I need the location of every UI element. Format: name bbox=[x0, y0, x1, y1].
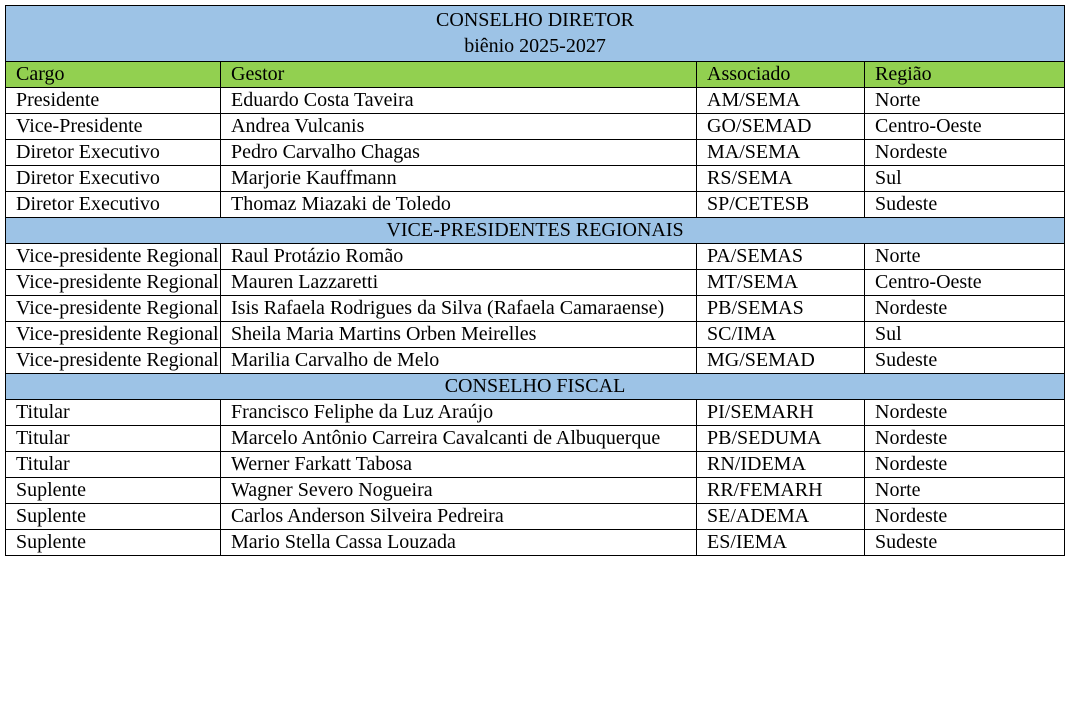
cell-gestor: Pedro Carvalho Chagas bbox=[221, 140, 697, 166]
cell-associado: RN/IDEMA bbox=[697, 452, 865, 478]
cell-associado: ES/IEMA bbox=[697, 530, 865, 556]
title-cell bbox=[6, 6, 1065, 62]
column-header-row bbox=[6, 62, 1065, 88]
cell-cargo: Titular bbox=[6, 426, 221, 452]
table-row bbox=[6, 244, 1065, 270]
cell-associado: SP/CETESB bbox=[697, 192, 865, 218]
table-row bbox=[6, 322, 1065, 348]
cell-associado: PB/SEMAS bbox=[697, 296, 865, 322]
cell-gestor: Thomaz Miazaki de Toledo bbox=[221, 192, 697, 218]
section-fiscal-row bbox=[6, 374, 1065, 400]
cell-gestor: Wagner Severo Nogueira bbox=[221, 478, 697, 504]
cell-associado: AM/SEMA bbox=[697, 88, 865, 114]
cell-regiao: Nordeste bbox=[865, 296, 1065, 322]
cell-gestor: Mario Stella Cassa Louzada bbox=[221, 530, 697, 556]
cell-cargo: Presidente bbox=[6, 88, 221, 114]
cell-associado: PA/SEMAS bbox=[697, 244, 865, 270]
cell-regiao: Centro-Oeste bbox=[865, 114, 1065, 140]
cell-associado: SC/IMA bbox=[697, 322, 865, 348]
table-row bbox=[6, 530, 1065, 556]
table-row bbox=[6, 296, 1065, 322]
section-regionais-row bbox=[6, 218, 1065, 244]
table-row bbox=[6, 88, 1065, 114]
column-header-gestor: Gestor bbox=[221, 62, 697, 88]
cell-gestor: Marilia Carvalho de Melo bbox=[221, 348, 697, 374]
cell-regiao: Norte bbox=[865, 88, 1065, 114]
cell-cargo: Diretor Executivo bbox=[6, 166, 221, 192]
cell-cargo: Vice-presidente Regional bbox=[6, 296, 221, 322]
cell-associado: MG/SEMAD bbox=[697, 348, 865, 374]
cell-associado: RS/SEMA bbox=[697, 166, 865, 192]
cell-gestor: Isis Rafaela Rodrigues da Silva (Rafaela Camaraense) bbox=[221, 296, 697, 322]
cell-cargo: Suplente bbox=[6, 504, 221, 530]
cell-regiao: Sudeste bbox=[865, 348, 1065, 374]
cell-regiao: Sudeste bbox=[865, 192, 1065, 218]
table-row bbox=[6, 166, 1065, 192]
cell-regiao: Norte bbox=[865, 244, 1065, 270]
table-row bbox=[6, 192, 1065, 218]
section-regionais-heading: VICE-PRESIDENTES REGIONAIS bbox=[6, 218, 1065, 244]
cell-associado: MT/SEMA bbox=[697, 270, 865, 296]
cell-regiao: Nordeste bbox=[865, 400, 1065, 426]
cell-gestor: Francisco Feliphe da Luz Araújo bbox=[221, 400, 697, 426]
cell-gestor: Raul Protázio Romão bbox=[221, 244, 697, 270]
table-row bbox=[6, 400, 1065, 426]
cell-regiao: Norte bbox=[865, 478, 1065, 504]
cell-cargo: Vice-presidente Regional bbox=[6, 348, 221, 374]
cell-regiao: Centro-Oeste bbox=[865, 270, 1065, 296]
cell-cargo: Vice-presidente Regional bbox=[6, 270, 221, 296]
cell-regiao: Sul bbox=[865, 166, 1065, 192]
cell-cargo: Vice-presidente Regional bbox=[6, 322, 221, 348]
cell-cargo: Titular bbox=[6, 400, 221, 426]
cell-associado: SE/ADEMA bbox=[697, 504, 865, 530]
cell-cargo: Diretor Executivo bbox=[6, 192, 221, 218]
table-row bbox=[6, 114, 1065, 140]
table-row bbox=[6, 478, 1065, 504]
column-header-cargo: Cargo bbox=[6, 62, 221, 88]
column-header-regiao: Região bbox=[865, 62, 1065, 88]
cell-gestor: Andrea Vulcanis bbox=[221, 114, 697, 140]
cell-cargo: Suplente bbox=[6, 478, 221, 504]
cell-associado: MA/SEMA bbox=[697, 140, 865, 166]
cell-regiao: Sudeste bbox=[865, 530, 1065, 556]
cell-associado: PI/SEMARH bbox=[697, 400, 865, 426]
cell-gestor: Sheila Maria Martins Orben Meirelles bbox=[221, 322, 697, 348]
column-header-associado: Associado bbox=[697, 62, 865, 88]
table-row bbox=[6, 270, 1065, 296]
table-row bbox=[6, 504, 1065, 530]
title-row bbox=[6, 6, 1065, 62]
cell-cargo: Suplente bbox=[6, 530, 221, 556]
section-fiscal-heading: CONSELHO FISCAL bbox=[6, 374, 1065, 400]
table-subtitle: biênio 2025-2027 bbox=[464, 35, 606, 57]
table-row bbox=[6, 348, 1065, 374]
cell-cargo: Vice-presidente Regional bbox=[6, 244, 221, 270]
cell-gestor: Eduardo Costa Taveira bbox=[221, 88, 697, 114]
cell-regiao: Sul bbox=[865, 322, 1065, 348]
cell-cargo: Diretor Executivo bbox=[6, 140, 221, 166]
cell-gestor: Carlos Anderson Silveira Pedreira bbox=[221, 504, 697, 530]
cell-gestor: Werner Farkatt Tabosa bbox=[221, 452, 697, 478]
cell-associado: GO/SEMAD bbox=[697, 114, 865, 140]
cell-regiao: Nordeste bbox=[865, 452, 1065, 478]
cell-cargo: Vice-Presidente bbox=[6, 114, 221, 140]
table-row bbox=[6, 140, 1065, 166]
cell-regiao: Nordeste bbox=[865, 504, 1065, 530]
table-row bbox=[6, 426, 1065, 452]
cell-associado: RR/FEMARH bbox=[697, 478, 865, 504]
conselho-table bbox=[5, 5, 1065, 556]
cell-gestor: Mauren Lazzaretti bbox=[221, 270, 697, 296]
cell-regiao: Nordeste bbox=[865, 140, 1065, 166]
cell-regiao: Nordeste bbox=[865, 426, 1065, 452]
cell-cargo: Titular bbox=[6, 452, 221, 478]
cell-gestor: Marjorie Kauffmann bbox=[221, 166, 697, 192]
cell-gestor: Marcelo Antônio Carreira Cavalcanti de Albuquerque bbox=[221, 426, 697, 452]
cell-associado: PB/SEDUMA bbox=[697, 426, 865, 452]
table-row bbox=[6, 452, 1065, 478]
table-title: CONSELHO DIRETOR bbox=[436, 9, 634, 31]
